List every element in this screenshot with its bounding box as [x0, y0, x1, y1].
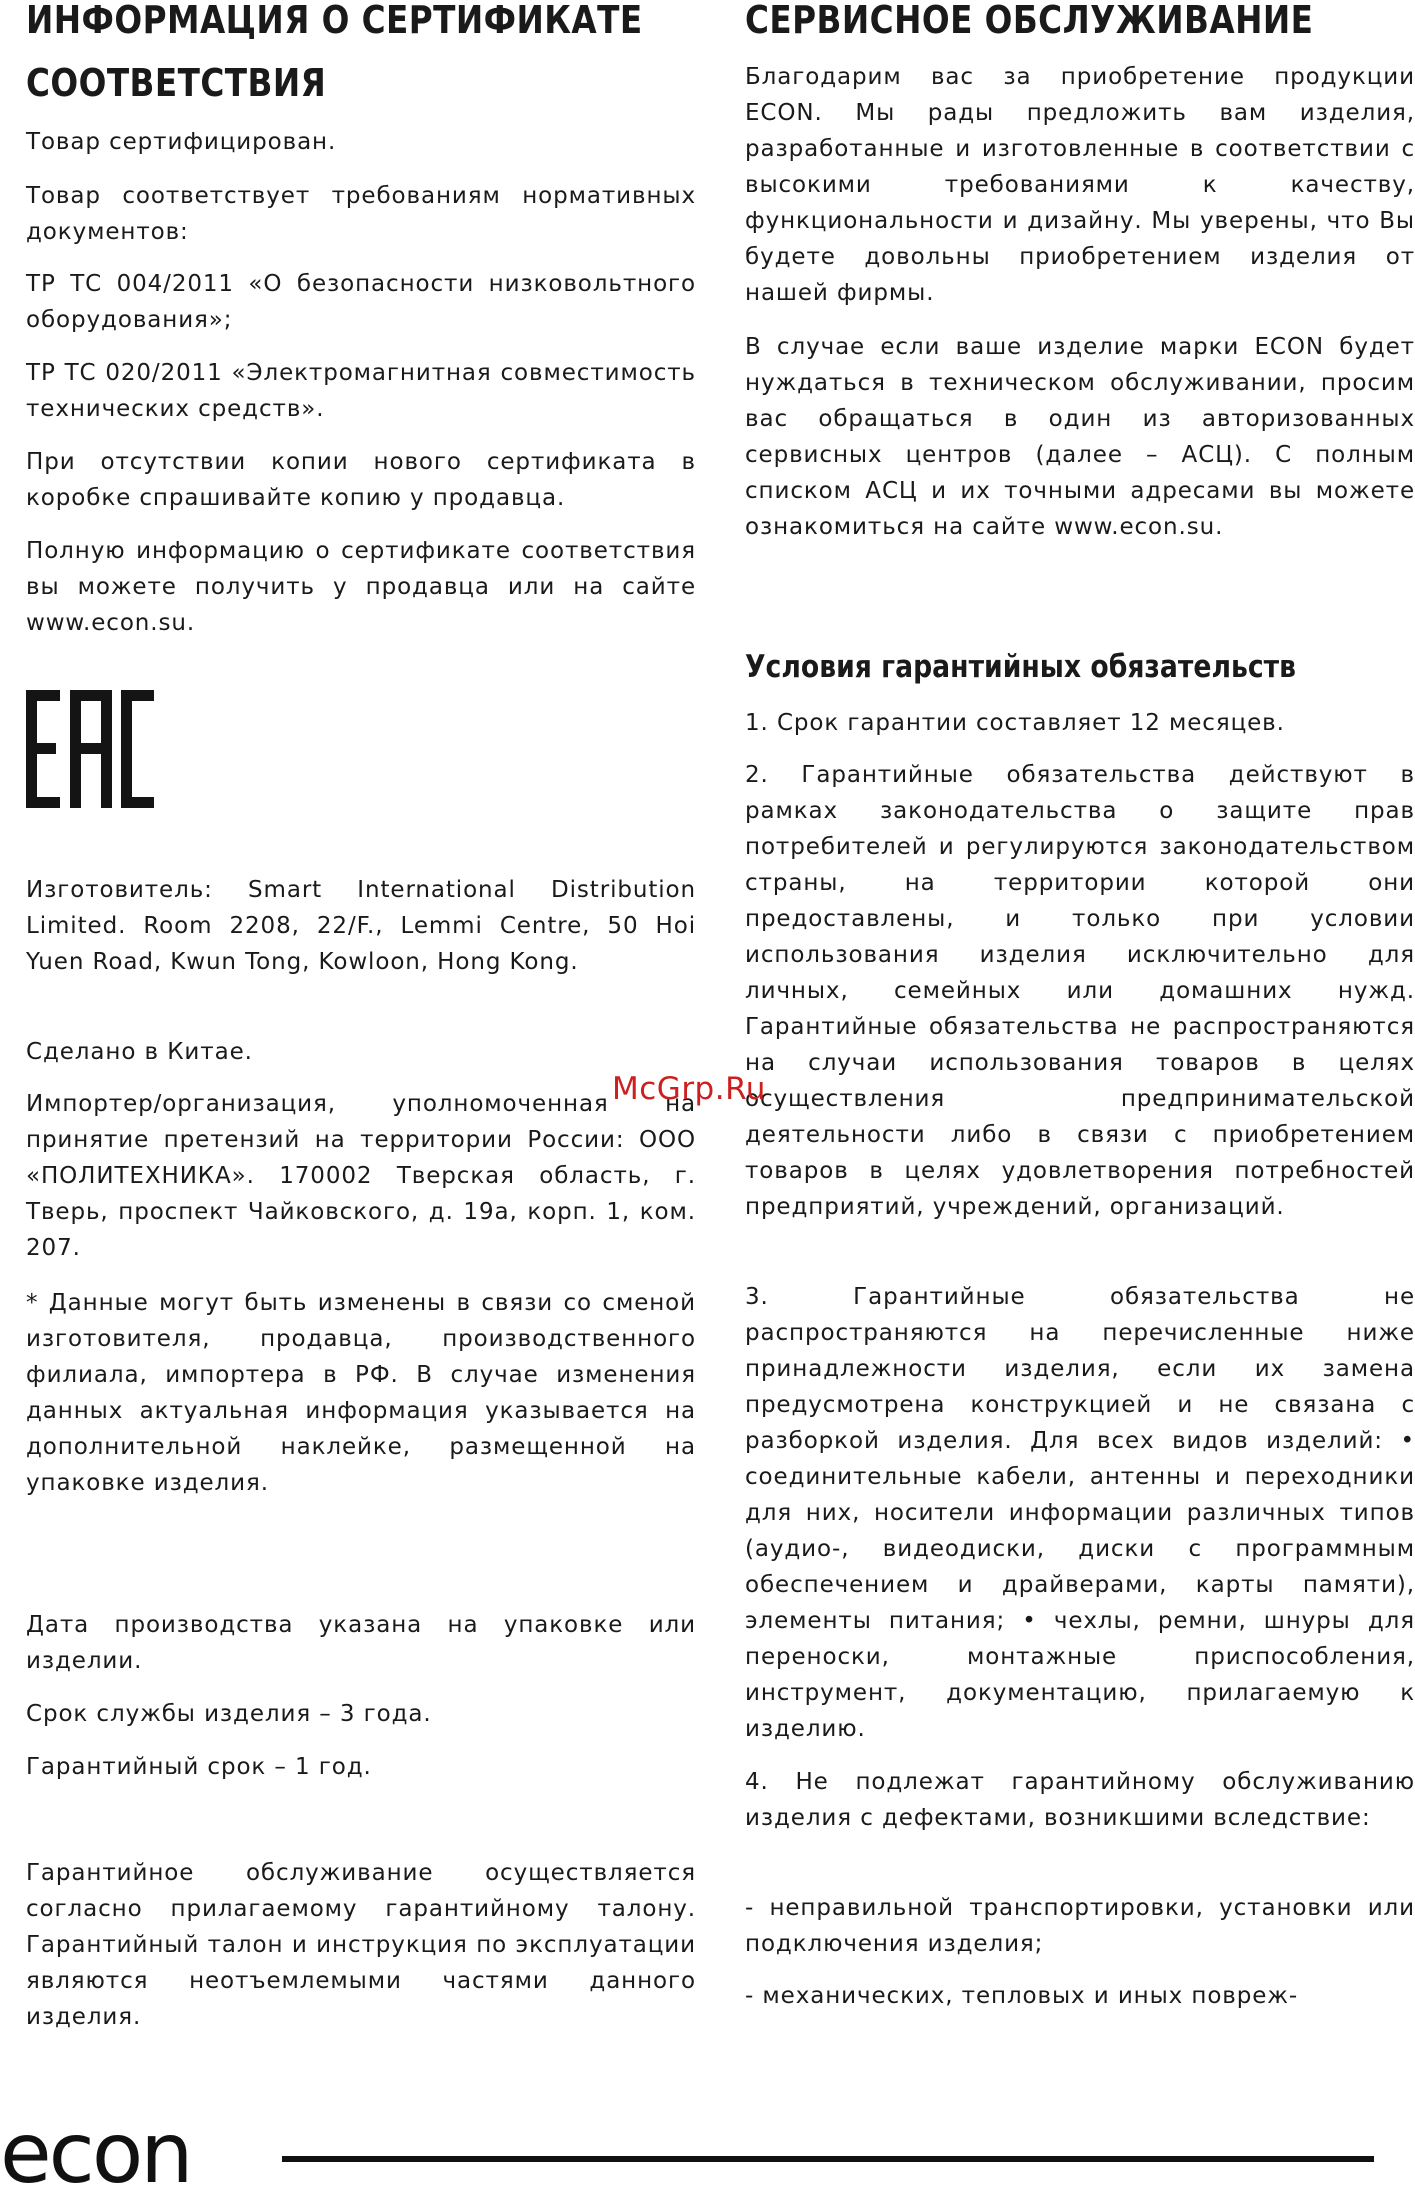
warranty-defects-item: 4. Не подлежат гарантийному обслуживанию изделия с дефектами, возникшими вследствие: [745, 1769, 1415, 1831]
importer-text: Импортер/организация, уполномоченная на принятие претензий на территории России: ООО «ПОЛИТЕХНИКА». 170002 Тверская область, г. Тверь, проспект Чайковского, д. 19а, корп. 1, ком. 207. [26, 1091, 696, 1261]
certified-text: Товар сертифицирован. [26, 129, 337, 155]
service-life-text: Срок службы изделия – 3 года. [26, 1701, 432, 1727]
warranty-exclusions-item: 3. Гарантийные обязательства не распространяются на перечисленные ниже принадлежности изделия, если их замена предусмотрена конструкцией и не связана с разборкой изделия. Для всех видов изделий: • соединительные кабели, антенны и переходники для них, носители информации различных типов (аудио-, видеодиски, диски с программным обеспечением и драйверами, карты памяти), элементы питания; • чехлы, ремни, шнуры для переноски, монтажные приспособления, инструмент, документацию, прилагаемую к изделию. [745, 1284, 1415, 1742]
data-change-note: * Данные могут быть изменены в связи со сменой изготовителя, продавца, производственного филиала, импортера в РФ. В случае изменения данных актуальная информация указывается на дополнительной наклейке, размещенной на упаковке изделия. [26, 1290, 696, 1496]
warranty-term-item: 1. Срок гарантии составляет 12 месяцев. [745, 710, 1285, 736]
watermark-text: McGrp.Ru [612, 1071, 766, 1107]
warranty-service-text: Гарантийное обслуживание осуществляется согласно прилагаемому гарантийному талону. Гарантийный талон и инструкция по эксплуатации являются неотъемлемыми частями данного изделия. [26, 1860, 696, 2030]
manufacturer-text: Изготовитель: Smart International Distribution Limited. Room 2208, 22/F., Lemmi Centre, 50 Hoi Yuen Road, Kwun Tong, Kowloon, Hong Kong. [26, 877, 696, 975]
warranty-conditions-heading: Условия гарантийных обязательств [745, 649, 1296, 685]
certificate-copy-text: При отсутствии копии нового сертификата в коробке спрашивайте копию у продавца. [26, 449, 696, 511]
service-heading: СЕРВИСНОЕ ОБСЛУЖИВАНИЕ [745, 0, 1314, 42]
service-center-text: В случае если ваше изделие марки ECON будет нуждаться в техническом обслуживании, просим вас обращаться в один из авторизованных сервисных центров (далее – АСЦ). С полным списком АСЦ и их точными адресами вы можете ознакомиться на сайте www.econ.su. [745, 334, 1415, 540]
service-intro-text: Благодарим вас за приобретение продукции ECON. Мы рады предложить вам изделия, разработанные и изготовленные в соответствии с высокими требованиями к качеству, функциональности и дизайну. Мы уверены, что Вы будете довольны приобретением изделия от нашей фирмы. [745, 64, 1415, 306]
certificate-info-text: Полную информацию о сертификате соответствия вы можете получить у продавца или на сайте www.econ.su. [26, 538, 696, 636]
certificate-heading-line1: ИНФОРМАЦИЯ О СЕРТИФИКАТЕ [26, 0, 643, 42]
warranty-period-text: Гарантийный срок – 1 год. [26, 1754, 372, 1780]
warranty-scope-item: 2. Гарантийные обязательства действуют в рамках законодательства о защите прав потребителей и регулируются законодательством страны, на территории которой они предоставлены, и только при условии использования изделия исключительно для личных, семейных или домашних нужд. Гарантийные обязательства не распространяются на случаи использования товаров в целях осуществления предпринимательской деятельности либо в связи с приобретением товаров в целях удовлетворения потребностей предприятий, учреждений, организаций. [745, 762, 1415, 1220]
tr-ts-004-text: ТР ТС 004/2011 «О безопасности низковольтного оборудования»; [26, 271, 696, 333]
econ-logo: econ [0, 2104, 191, 2202]
tr-ts-020-text: ТР ТС 020/2011 «Электромагнитная совместимость технических средств». [26, 360, 696, 422]
normative-docs-text: Товар соответствует требованиям нормативных документов: [26, 183, 696, 245]
made-in-text: Сделано в Китае. [26, 1039, 253, 1065]
footer-divider [282, 2156, 1374, 2162]
certificate-heading-line2: СООТВЕТСТВИЯ [26, 61, 327, 105]
defect-transport-item: - неправильной транспортировки, установки или подключения изделия; [745, 1895, 1415, 1957]
defect-mechanical-item: - механических, тепловых и иных повреж- [745, 1983, 1299, 2009]
production-date-text: Дата производства указана на упаковке или изделии. [26, 1612, 696, 1674]
eac-mark-icon [26, 690, 154, 808]
